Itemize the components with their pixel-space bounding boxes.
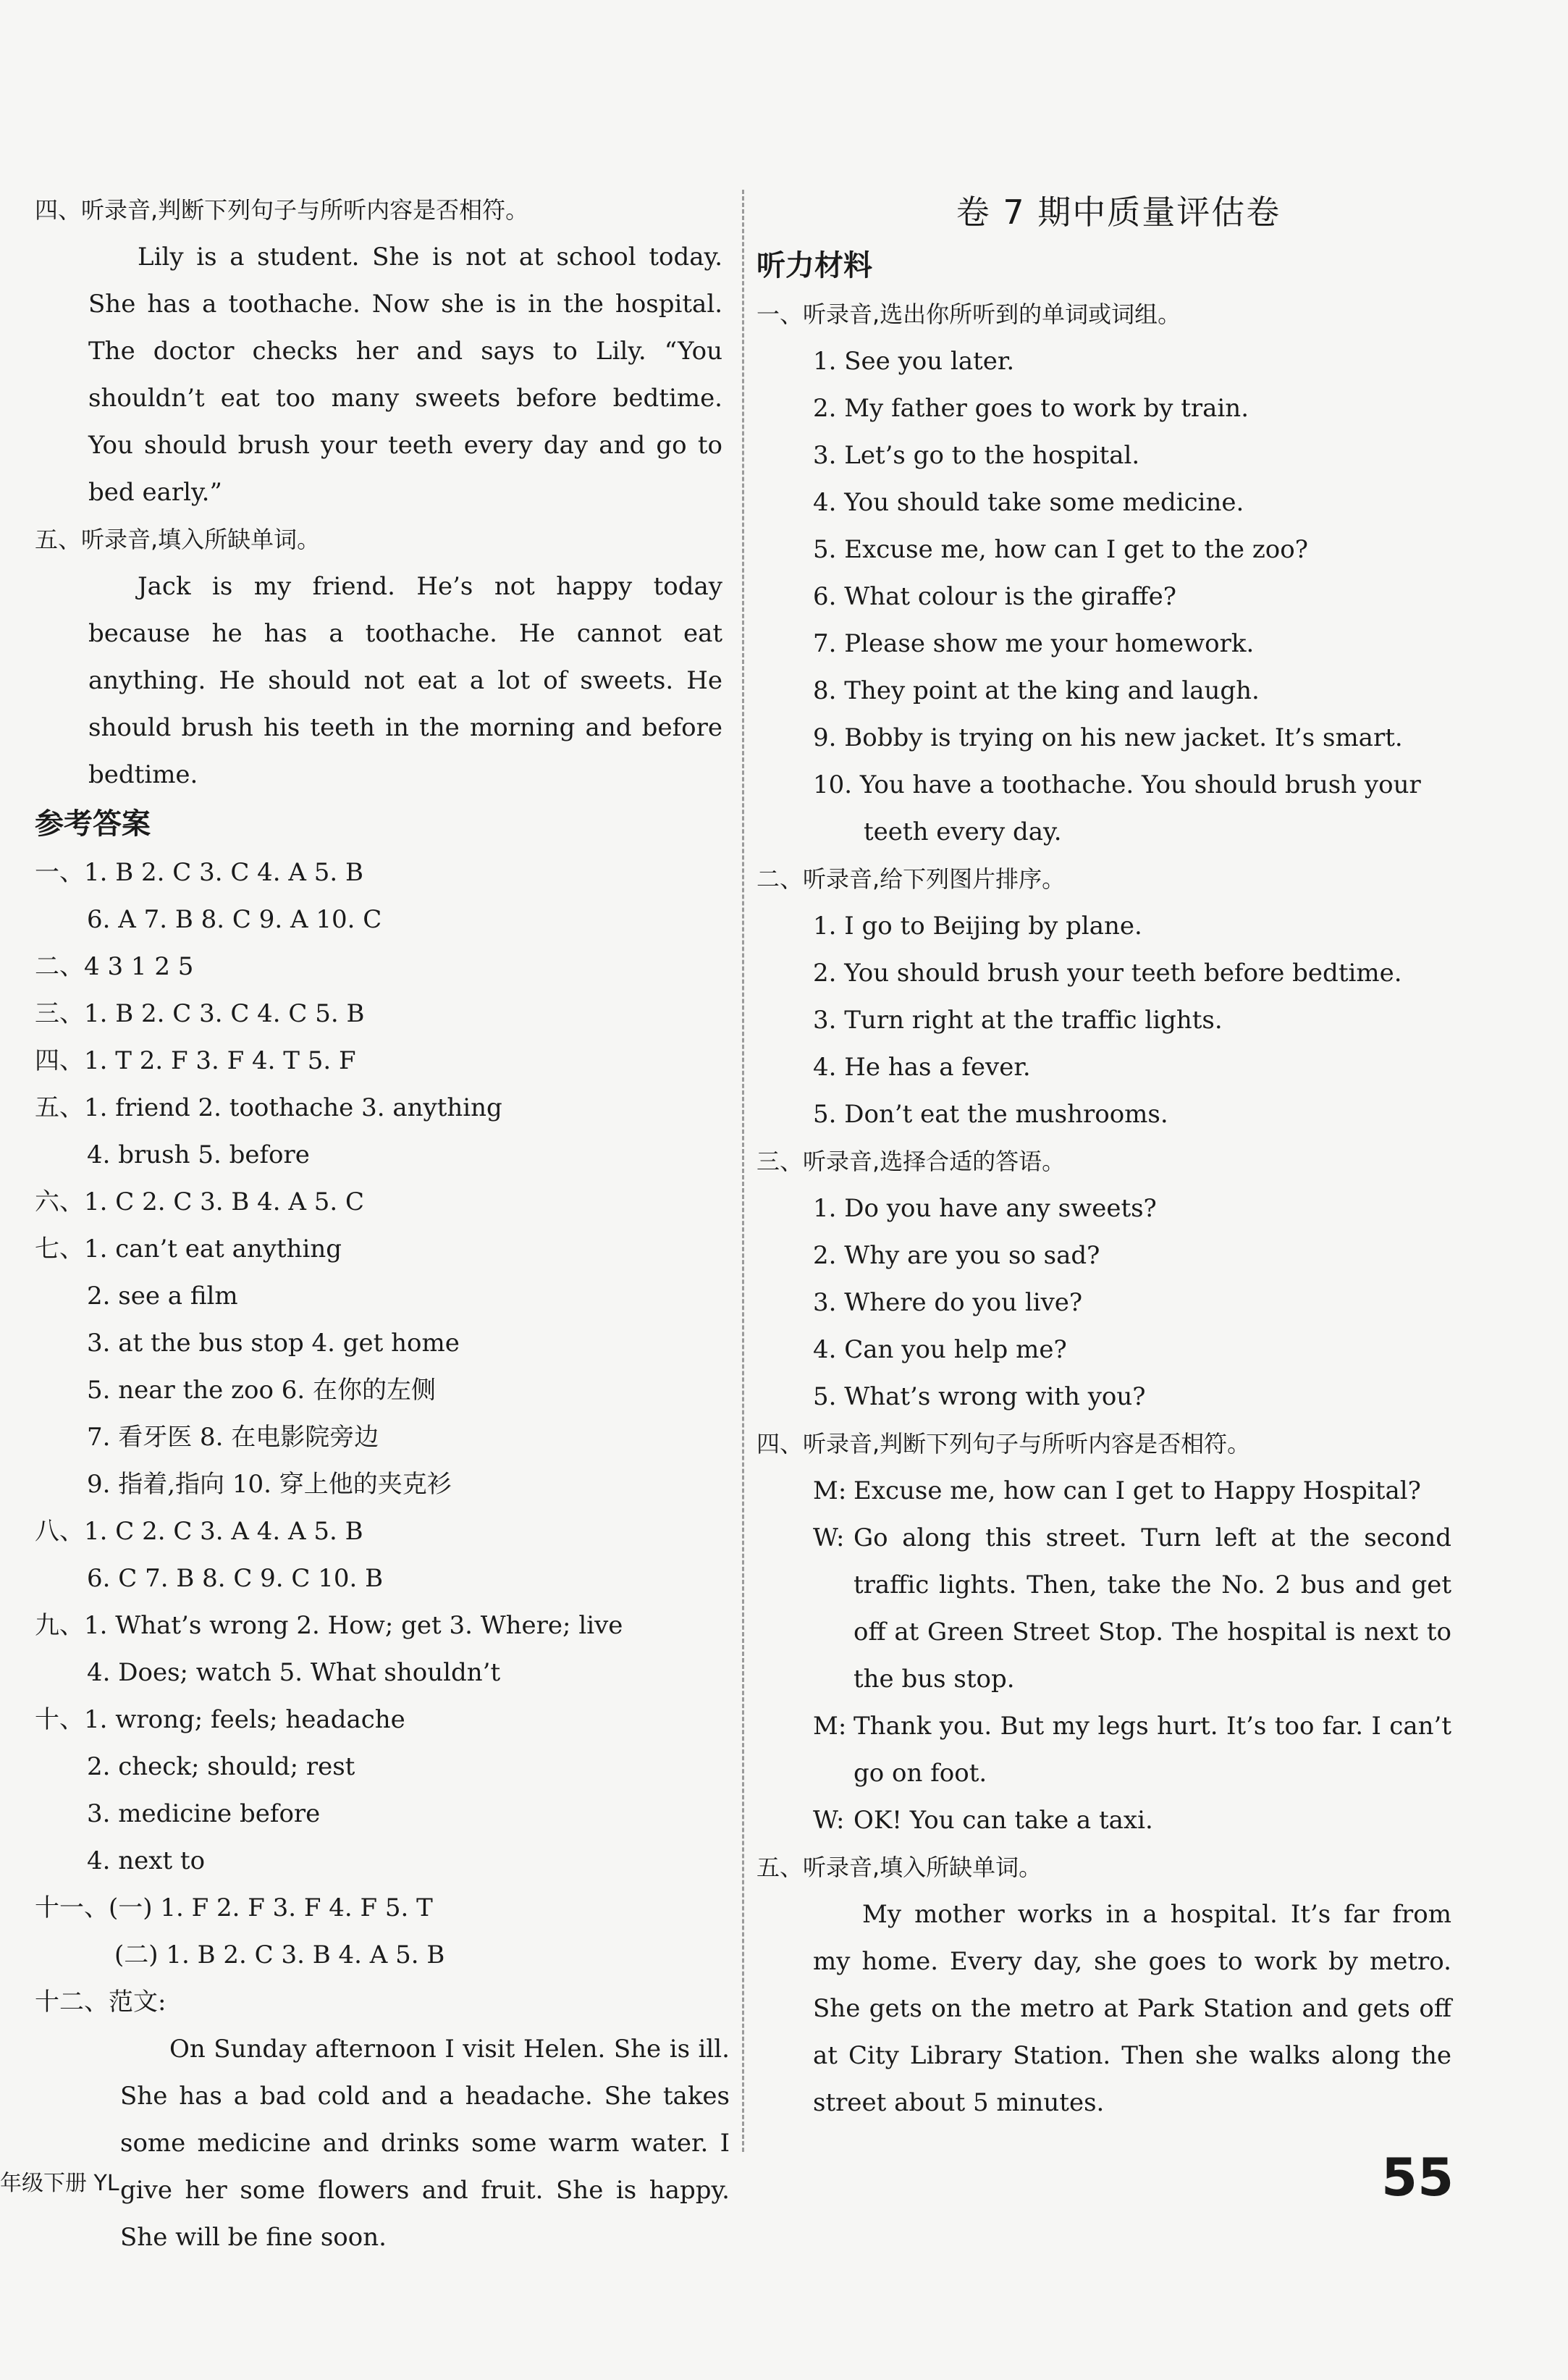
- answer-line: 七、1. can’t eat anything: [35, 1235, 342, 1263]
- list-item: 3. Where do you live?: [813, 1288, 1083, 1317]
- list-item: 10. You have a toothache. You should brush your: [813, 770, 1421, 799]
- answer-line: 2. see a film: [87, 1282, 238, 1311]
- list-item: 4. He has a fever.: [813, 1053, 1031, 1082]
- list-item: 1. See you later.: [813, 347, 1015, 376]
- right-column: [756, 187, 1480, 2127]
- dialogue: [756, 1468, 1480, 1844]
- dialogue-line: [756, 1468, 1480, 1515]
- dialogue-line: [756, 1515, 1480, 1703]
- answer-line: 十、1. wrong; feels; headache: [35, 1705, 405, 1734]
- grade-label: 年级下册 YL: [0, 2171, 119, 2196]
- answer-line: 六、1. C 2. C 3. B 4. A 5. C: [35, 1187, 365, 1216]
- list-item: 8. They point at the king and laugh.: [813, 676, 1260, 705]
- left-section5-passage: Jack is my friend. He’s not happy today because he has a toothache. He cannot eat anything. He should not eat a lot of sweets. He should brush his teeth in the morning and before bedtime.: [88, 572, 722, 789]
- right-section4-title: 四、听录音,判断下列句子与所听内容是否相符。: [756, 1430, 1251, 1458]
- list-item: 2. You should brush your teeth before bedtime.: [813, 959, 1402, 988]
- section2-list: [756, 903, 1480, 1138]
- list-item: 6. What colour is the giraffe?: [813, 582, 1176, 611]
- list-item: 4. You should take some medicine.: [813, 488, 1244, 517]
- page-number: 55: [1381, 2147, 1454, 2208]
- right-section2-title: 二、听录音,给下列图片排序。: [756, 865, 1066, 893]
- answer-line: 7. 看牙医 8. 在电影院旁边: [87, 1423, 379, 1452]
- list-item: 1. Do you have any sweets?: [813, 1194, 1157, 1223]
- answer-line: 八、1. C 2. C 3. A 4. A 5. B: [35, 1517, 363, 1546]
- speaker-label: M:: [813, 1476, 847, 1505]
- dialogue-line: [756, 1703, 1480, 1797]
- right-section5-passage: My mother works in a hospital. It’s far from my home. Every day, she goes to work by metro. She gets on the metro at Park Station and gets off at City Library Station. Then she walks along the street about 5 minutes.: [813, 1900, 1451, 2117]
- answer-line: 4. next to: [87, 1846, 206, 1875]
- dialogue-line: [756, 1797, 1480, 1844]
- answer-line: 4. brush 5. before: [87, 1140, 310, 1169]
- list-item: 2. Why are you so sad?: [813, 1241, 1100, 1270]
- left-section5-title: 五、听录音,填入所缺单词。: [35, 526, 321, 553]
- list-item: 3. Turn right at the traffic lights.: [813, 1006, 1223, 1035]
- speaker-text: OK! You can take a taxi.: [853, 1806, 1153, 1835]
- answer-line: 十二、范文:: [35, 1988, 167, 2017]
- speaker-text: Thank you. But my legs hurt. It’s too far. I can’t go on foot.: [853, 1712, 1451, 1788]
- answer-line: 五、1. friend 2. toothache 3. anything: [35, 1093, 502, 1122]
- list-item: 4. Can you help me?: [813, 1335, 1067, 1364]
- speaker-label: M:: [813, 1712, 847, 1741]
- speaker-text: Go along this street. Turn left at the second traffic lights. Then, take the No. 2 bus and get off at Green Street Stop. The hospital is next to the bus stop.: [853, 1523, 1451, 1694]
- answer-line: 6. A 7. B 8. C 9. A 10. C: [87, 905, 382, 934]
- right-section3-title: 三、听录音,选择合适的答语。: [756, 1148, 1066, 1175]
- exam-title: 卷 7 期中质量评估卷: [956, 193, 1281, 232]
- answer-line: 3. at the bus stop 4. get home: [87, 1329, 460, 1358]
- speaker-text: Excuse me, how can I get to Happy Hospital?: [853, 1476, 1421, 1505]
- answer-line: 2. check; should; rest: [87, 1752, 355, 1781]
- answer-line: 三、1. B 2. C 3. C 4. C 5. B: [35, 999, 365, 1028]
- speaker-label: W:: [813, 1523, 845, 1552]
- left-section4-title: 四、听录音,判断下列句子与所听内容是否相符。: [35, 196, 529, 224]
- answer-line: 3. medicine before: [87, 1799, 321, 1828]
- answer-line: 九、1. What’s wrong 2. How; get 3. Where; live: [35, 1611, 623, 1640]
- answer-line: 一、1. B 2. C 3. C 4. A 5. B: [35, 858, 364, 887]
- right-section5-title: 五、听录音,填入所缺单词。: [756, 1854, 1042, 1881]
- left-section4-passage: Lily is a student. She is not at school today. She has a toothache. Now she is in the hospital. The doctor checks her and says to Lily. “You shouldn’t eat too many sweets before bedtime. You should brush your teeth every day and go to bed early.”: [88, 243, 722, 507]
- list-item: 2. My father goes to work by train.: [813, 394, 1249, 423]
- answer-line: 9. 指着,指向 10. 穿上他的夹克衫: [87, 1470, 452, 1499]
- section1-item10-continuation: teeth every day.: [864, 817, 1062, 846]
- listening-heading: 听力材料: [756, 249, 872, 282]
- section1-list: [756, 338, 1480, 809]
- list-item: 5. Don’t eat the mushrooms.: [813, 1100, 1168, 1129]
- answer-line: 二、4 3 1 2 5: [35, 952, 194, 981]
- answers-heading: 参考答案: [35, 807, 151, 841]
- left-column: [35, 187, 730, 2261]
- speaker-label: W:: [813, 1806, 845, 1835]
- answer-line: 十一、(一) 1. F 2. F 3. F 4. F 5. T: [35, 1893, 433, 1922]
- answers-list: [35, 849, 730, 2026]
- answer-line: 四、1. T 2. F 3. F 4. T 5. F: [35, 1046, 356, 1075]
- list-item: 9. Bobby is trying on his new jacket. It’s smart.: [813, 723, 1403, 752]
- column-divider: [742, 190, 744, 2152]
- right-section1-title: 一、听录音,选出你所听到的单词或词组。: [756, 300, 1181, 328]
- answer-line: 6. C 7. B 8. C 9. C 10. B: [87, 1564, 384, 1593]
- list-item: 5. Excuse me, how can I get to the zoo?: [813, 535, 1308, 564]
- list-item: 5. What’s wrong with you?: [813, 1382, 1146, 1411]
- list-item: 3. Let’s go to the hospital.: [813, 441, 1140, 470]
- answer-line: (二) 1. B 2. C 3. B 4. A 5. B: [114, 1940, 445, 1969]
- list-item: 7. Please show me your homework.: [813, 629, 1255, 658]
- answer-line: 5. near the zoo 6. 在你的左侧: [87, 1376, 436, 1405]
- section3-list: [756, 1185, 1480, 1421]
- list-item: 1. I go to Beijing by plane.: [813, 912, 1142, 941]
- model-essay: On Sunday afternoon I visit Helen. She is ill. She has a bad cold and a headache. She takes some medicine and drinks some warm water. I give her some flowers and fruit. She is happy. She will be fine soon.: [120, 2035, 730, 2252]
- answer-line: 4. Does; watch 5. What shouldn’t: [87, 1658, 501, 1687]
